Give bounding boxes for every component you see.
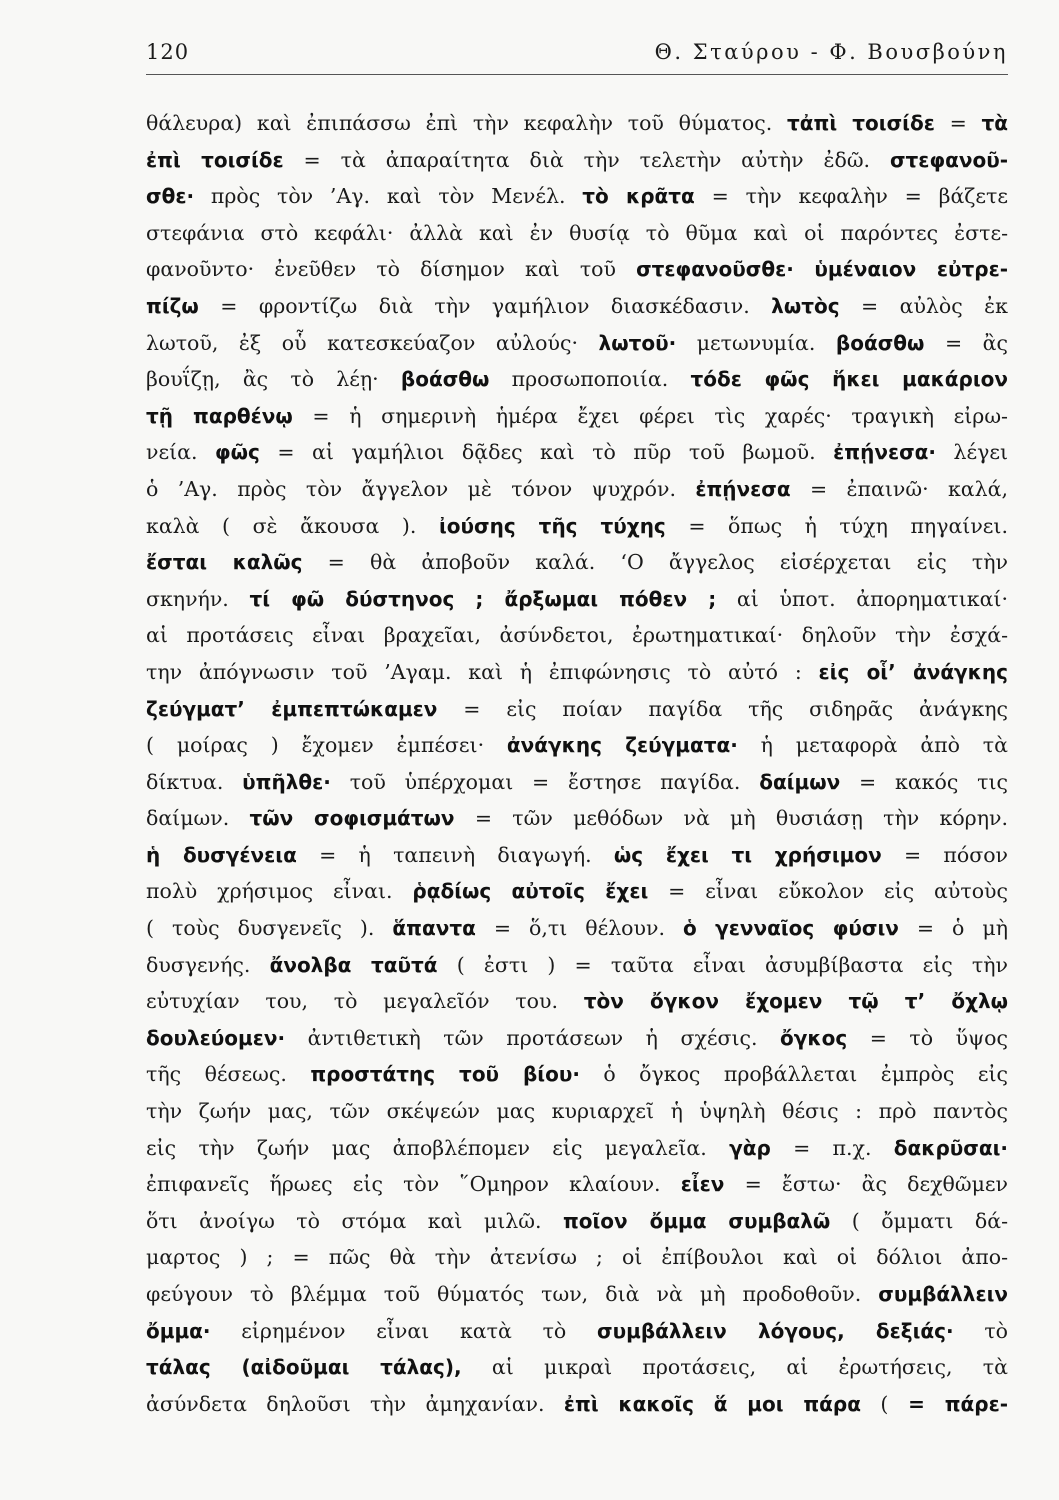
gloss-text: = αἱ γαμήλιοι δᾷδες καὶ τὸ πῦρ τοῦ βωμοῦ. (259, 440, 834, 465)
lemma-term: ἅπαντα (392, 916, 476, 941)
running-head: Θ. Σταύρου - Φ. Βουσβούνη (654, 40, 1008, 64)
lemma-term: φῶς (214, 440, 260, 465)
lemma-term: συμβάλλειν λόγους, δεξιάς· (597, 1318, 954, 1343)
lemma-term: σθε· (146, 184, 195, 209)
gloss-text: εἰς τὴν ζωήν μας ἀποβλέπομεν εἰς μεγαλεῖα. (146, 1135, 730, 1160)
gloss-text: θάλευρα) καὶ ἐπιπάσσω ἐπὶ τὴν κεφαλὴν τοῦ θύματος. (146, 111, 787, 135)
lemma-term: ῥᾳδίως αὐτοῖς ἔχει (412, 879, 649, 904)
text-line (146, 1239, 1008, 1276)
lemma-term: τὸν ὄγκον ἔχομεν τῷ τ’ ὄχλῳ (583, 989, 1008, 1014)
text-line (146, 617, 1008, 654)
gloss-text: = ἡ σημερινὴ ἡμέρα ἔχει φέρει τὶς χαρές· τραγικὴ εἰρω- (292, 403, 1008, 428)
gloss-text: = ἐπαινῶ· καλά, (790, 476, 1008, 501)
gloss-text: φανοῦντο· ἐνεῦθεν τὸ δίσημον καὶ τοῦ (146, 257, 637, 282)
text-line (146, 1203, 1008, 1240)
gloss-text: = εἰς ποίαν παγίδα τῆς σιδηρᾶς ἀνάγκης (437, 696, 1008, 721)
gloss-text: εἰρημένον εἶναι κατὰ τὸ (210, 1318, 598, 1343)
text-line (146, 508, 1008, 545)
text-line (146, 764, 1008, 801)
gloss-text: ἀσύνδετα δηλοῦσι τὴν ἀμηχανίαν. (146, 1391, 564, 1416)
text-line (146, 654, 1008, 691)
lemma-term: ὄμμα· (146, 1318, 211, 1343)
text-line (146, 544, 1008, 581)
gloss-text: = κακός τις (840, 769, 1008, 794)
gloss-text: μετωνυμία. (676, 330, 836, 355)
gloss-text: ( τοὺς δυσγενεῖς ). (146, 916, 393, 941)
text-line (146, 251, 1008, 288)
text-line (146, 1130, 1008, 1167)
text-line (146, 1093, 1008, 1130)
lemma-term: ἔσται καλῶς (146, 550, 303, 575)
gloss-text: τὸ (953, 1318, 1008, 1343)
gloss-text: ἀντιθετικὴ τῶν προτάσεων ἡ σχέσις. (285, 1025, 781, 1050)
gloss-text: εὐτυχίαν του, τὸ μεγαλεῖόν του. (146, 989, 584, 1014)
lemma-term: βοάσθω (835, 330, 925, 355)
gloss-text: τῆς θέσεως. (146, 1062, 311, 1087)
lemma-term: ὁ γενναῖος φύσιν (682, 916, 899, 941)
gloss-text: λέγει (936, 440, 1008, 465)
text-line (146, 1276, 1008, 1313)
lemma-term: στεφανοῦ- (889, 147, 1008, 172)
text-line (146, 947, 1008, 984)
text-line (146, 691, 1008, 728)
gloss-text: την ἀπόγνωσιν τοῦ ’Αγαμ. καὶ ἡ ἐπιφώνησις τὸ αὐτό : (146, 659, 819, 684)
lemma-term: ἡ δυσγένεια (146, 842, 297, 867)
text-line (146, 398, 1008, 435)
lemma-term: ποῖον ὄμμα συμβαλῶ (562, 1208, 831, 1233)
text-line (146, 800, 1008, 837)
gloss-text: = τῶν μεθόδων νὰ μὴ θυσιάσῃ τὴν κόρην. (454, 806, 1008, 831)
gloss-text: δαίμων. (146, 806, 250, 831)
text-line (146, 1056, 1008, 1093)
lemma-term: λωτὸς (771, 293, 840, 318)
lemma-term: πίζω (146, 293, 199, 318)
lemma-term: τῇ παρθένῳ (146, 403, 293, 428)
gloss-text: = πόσον (881, 842, 1008, 867)
text-line (146, 1349, 1008, 1386)
text-line (146, 434, 1008, 471)
page-header (146, 40, 1008, 74)
gloss-text: φεύγουν τὸ βλέμμα τοῦ θύματός των, διὰ νὰ μὴ προδοθοῦν. (146, 1282, 879, 1306)
gloss-text: = π.χ. (770, 1135, 894, 1160)
text-line (146, 837, 1008, 874)
gloss-text: = ἡ ταπεινὴ διαγωγή. (296, 842, 614, 867)
gloss-text: = ὅ,τι θέλουν. (475, 916, 683, 941)
lemma-term: γὰρ (729, 1135, 771, 1160)
gloss-text: = ἂς (924, 330, 1008, 355)
page-number: 120 (146, 40, 190, 64)
lemma-term: τῶν σοφισμάτων (249, 806, 455, 831)
lemma-term: ἄνολβα ταῦτά (269, 952, 438, 977)
gloss-text: ( (860, 1391, 889, 1416)
gloss-text: δίκτυα. (146, 769, 243, 794)
lemma-term: ἐπὶ κακοῖς ἅ μοι πάρα (563, 1391, 861, 1416)
text-line (146, 105, 1008, 142)
lemma-term: τἀπὶ τοισίδε (787, 111, 935, 135)
gloss-text: = εἶναι εὔκολον εἰς αὐτοὺς (648, 879, 1008, 904)
text-line (146, 1313, 1008, 1350)
gloss-text: = θὰ ἀποβοῦν καλά. ‘Ο ἄγγελος εἰσέρχεται εἰς τὴν (302, 550, 1008, 575)
lemma-term: ὑπῆλθε· (242, 769, 331, 794)
gloss-text: δυσγενής. (146, 952, 270, 977)
gloss-text: ἐπιφανεῖς ἥρωες εἰς τὸν ῞Ομηρον κλαίουν. (146, 1172, 681, 1197)
text-line (146, 288, 1008, 325)
gloss-text: βουΐζῃ, ἂς τὸ λέῃ· (146, 367, 401, 392)
gloss-text: ὁ ὄγκος προβάλλεται ἐμπρὸς εἰς (579, 1062, 1008, 1087)
lemma-term: τὰ (981, 111, 1008, 135)
lemma-term: ἐπῄνεσα (695, 476, 791, 501)
gloss-text: = ὅπως ἡ τύχη πηγαίνει. (665, 513, 1008, 538)
gloss-text: ἡ μεταφορὰ ἀπὸ τὰ (737, 733, 1008, 758)
commentary-text (146, 105, 1008, 1422)
text-line (146, 361, 1008, 398)
lemma-term: δακρῦσαι· (893, 1135, 1008, 1160)
text-line (146, 727, 1008, 764)
text-line (146, 215, 1008, 252)
lemma-term: ζεύγματ’ ἐμπεπτώκαμεν (146, 696, 438, 721)
gloss-text: τὴν ζωήν μας, τῶν σκέψεών μας κυριαρχεῖ ἡ ὑψηλὴ θέσις : πρὸ παντὸς (146, 1099, 1008, 1124)
lemma-term: τάλας (αἰδοῦμαι τάλας), (146, 1355, 462, 1380)
gloss-text: λωτοῦ, ἐξ οὗ κατεσκεύαζον αὐλούς· (146, 330, 599, 355)
lemma-term: ἀνάγκης ζεύγματα· (506, 733, 738, 758)
lemma-term: = πάρε- (888, 1391, 1008, 1416)
text-line (146, 1166, 1008, 1203)
text-line (146, 325, 1008, 362)
gloss-text: στεφάνια στὸ κεφάλι· ἀλλὰ καὶ ἐν θυσίᾳ τὸ θῦμα καὶ οἱ παρόντες ἐστε- (146, 220, 1008, 245)
lemma-term: ὡς ἔχει τι χρήσιμον (613, 842, 882, 867)
gloss-text: ὁ ’Αγ. πρὸς τὸν ἄγγελον μὲ τόνον ψυχρόν. (146, 476, 696, 501)
gloss-text: αἱ μικραὶ προτάσεις, αἱ ἐρωτήσεις, τὰ (461, 1355, 1008, 1380)
gloss-text: ( μοίρας ) ἔχομεν ἐμπέσει· (146, 733, 507, 758)
gloss-text: αἱ προτάσεις εἶναι βραχεῖαι, ἀσύνδετοι, ἐρωτηματικαί· δηλοῦν τὴν ἐσχά- (146, 623, 1008, 648)
lemma-term: δαίμων (759, 769, 841, 794)
gloss-text: καλὰ ( σὲ ἄκουσα ). (146, 513, 439, 538)
header-rule (146, 74, 1008, 75)
lemma-term: βοάσθω (400, 367, 490, 392)
text-line (146, 983, 1008, 1020)
gloss-text: = αὐλὸς ἐκ (839, 293, 1008, 318)
lemma-term: τόδε φῶς ἥκει μακάριον (690, 367, 1008, 392)
gloss-text: μαρτος ) ; = πῶς θὰ τὴν ἀτενίσω ; οἱ ἐπίβουλοι καὶ οἱ δόλιοι ἀπο- (146, 1245, 1008, 1270)
text-line (146, 910, 1008, 947)
gloss-text: πολὺ χρήσιμος εἶναι. (146, 879, 413, 904)
lemma-term: στεφανοῦσθε· ὑμέναιον εὐτρε- (636, 257, 1008, 282)
text-line (146, 1020, 1008, 1057)
text-line (146, 873, 1008, 910)
gloss-text: = τὴν κεφαλὴν = βάζετε (694, 184, 1008, 209)
lemma-term: ἐπῄνεσα· (833, 440, 936, 465)
lemma-term: προστάτης τοῦ βίου· (310, 1062, 580, 1087)
text-line (146, 581, 1008, 618)
gloss-text: = τὰ ἀπαραίτητα διὰ τὴν τελετὴν αὐτὴν ἐδῶ. (283, 147, 890, 172)
gloss-text: ( ὄμματι δά- (830, 1208, 1008, 1233)
lemma-term: λωτοῦ· (598, 330, 677, 355)
gloss-text: ὅτι ἀνοίγω τὸ στόμα καὶ μιλῶ. (146, 1208, 563, 1233)
lemma-term: τὸ κρᾶτα (582, 184, 695, 209)
lemma-term: τί φῶ δύστηνος ; ἄρξωμαι πόθεν ; (249, 586, 717, 611)
lemma-term: ἐπὶ τοισίδε (146, 147, 284, 172)
text-line (146, 1386, 1008, 1423)
gloss-text: πρὸς τὸν ’Αγ. καὶ τὸν Μενέλ. (194, 184, 583, 209)
gloss-text: σκηνήν. (146, 586, 250, 611)
gloss-text: = φροντίζω διὰ τὴν γαμήλιον διασκέδασιν. (198, 293, 772, 318)
lemma-term: εἰς οἷ’ ἀνάγκης (818, 659, 1008, 684)
gloss-text: = (934, 111, 982, 135)
lemma-term: ὄγκος (780, 1025, 848, 1050)
lemma-term: ἰούσης τῆς τύχης (438, 513, 666, 538)
gloss-text: = ὁ μὴ (898, 916, 1008, 941)
gloss-text: προσωποποιία. (489, 367, 691, 392)
lemma-term: συμβάλλειν (878, 1282, 1008, 1306)
gloss-text: νεία. (146, 440, 215, 465)
lemma-term: δουλεύομεν· (146, 1025, 286, 1050)
text-line (146, 142, 1008, 179)
gloss-text: ( ἐστι ) = ταῦτα εἶναι ἀσυμβίβαστα εἰς τὴν (437, 952, 1008, 977)
gloss-text: τοῦ ὑπέρχομαι = ἔστησε παγίδα. (330, 769, 760, 794)
gloss-text: = ἔστω· ἂς δεχθῶμεν (724, 1172, 1008, 1197)
gloss-text: = τὸ ὕψος (847, 1025, 1008, 1050)
lemma-term: εἶεν (680, 1172, 725, 1197)
gloss-text: αἱ ὑποτ. ἀπορηματικαί· (716, 586, 1008, 611)
text-line (146, 178, 1008, 215)
text-line (146, 471, 1008, 508)
